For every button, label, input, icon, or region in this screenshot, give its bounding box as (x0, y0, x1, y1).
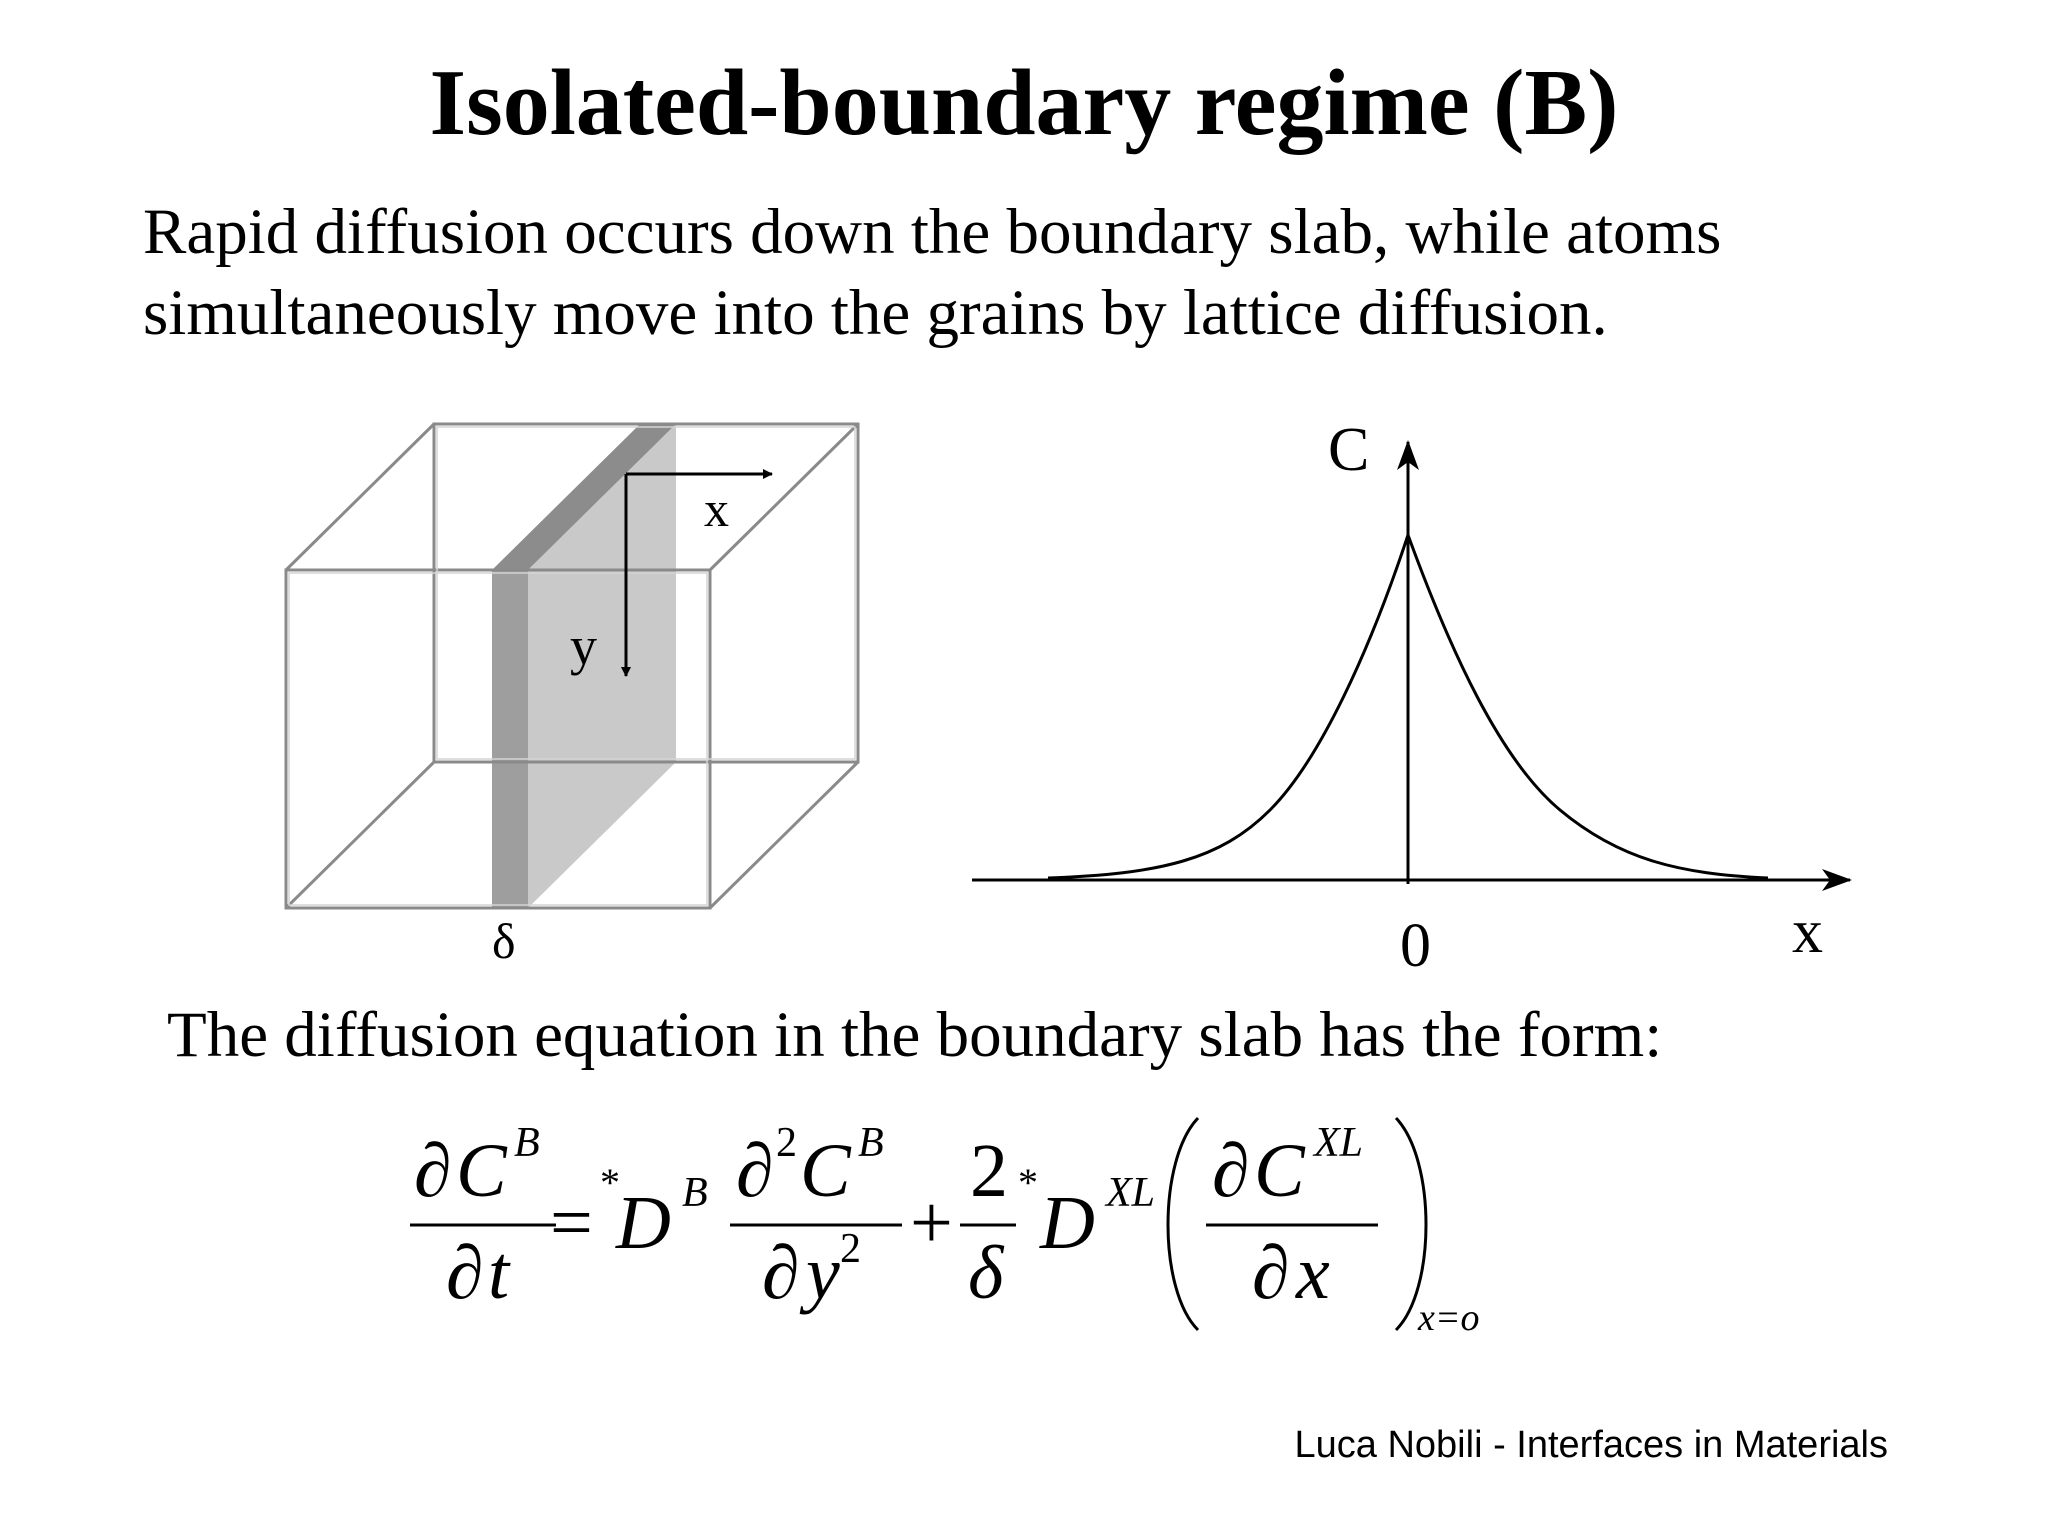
cube-diagram (286, 424, 858, 969)
profile-origin-label: 0 (1400, 912, 1431, 980)
profile-c-label: C (1328, 416, 1370, 484)
diffusion-equation (410, 1118, 1480, 1339)
eq-star-1: * (600, 1160, 620, 1205)
eq-sup-2-2: 2 (840, 1226, 861, 1272)
eq-partial-5: ∂ (1212, 1129, 1250, 1213)
eq-sup-B-1: B (514, 1120, 540, 1166)
eq-partial-4: ∂ (762, 1231, 800, 1315)
eq-C-3: C (1254, 1129, 1305, 1213)
eq-eval-subscript: x=o (1418, 1297, 1480, 1339)
eq-C-2: C (800, 1129, 851, 1213)
intro-line-2: simultaneously move into the grains by lattice diffusion. (143, 277, 1608, 349)
eq-partial-6: ∂ (1252, 1231, 1290, 1315)
eq-x: x (1296, 1231, 1330, 1315)
eq-partial-3: ∂ (736, 1129, 774, 1213)
eq-t: t (488, 1231, 510, 1315)
concentration-profile-plot (972, 416, 1850, 980)
eq-delta: δ (968, 1231, 1004, 1315)
eq-sup-XL-2: XL (1314, 1120, 1364, 1166)
eq-D-2: D (1040, 1181, 1095, 1265)
eq-partial-2: ∂ (446, 1231, 484, 1315)
eq-partial-1: ∂ (414, 1129, 452, 1213)
footer-credit: Luca Nobili - Interfaces in Materials (1294, 1424, 1888, 1466)
eq-two: 2 (970, 1129, 1008, 1213)
eq-sup-XL-1: XL (1106, 1170, 1156, 1216)
slab-front-face (492, 570, 528, 908)
profile-x-label: x (1792, 898, 1823, 966)
eq-left-paren (1168, 1118, 1198, 1330)
slide-title: Isolated-boundary regime (B) (429, 51, 1619, 155)
profile-curve-left (1048, 535, 1408, 878)
eq-star-2: * (1018, 1160, 1038, 1205)
eq-sup-B-3: B (858, 1120, 884, 1166)
eq-equals: = (550, 1181, 593, 1265)
cube-x-label: x (704, 481, 729, 537)
eq-C-1: C (456, 1129, 507, 1213)
eq-D-1: D (616, 1181, 671, 1265)
eq-plus: + (910, 1181, 953, 1265)
eq-sup-2-1: 2 (776, 1120, 797, 1166)
eq-sup-B-2: B (682, 1170, 708, 1216)
profile-curve-right (1408, 535, 1768, 878)
cube-delta-label: δ (492, 913, 516, 969)
equation-intro: The diffusion equation in the boundary slab has the form: (167, 999, 1663, 1071)
eq-y: y (806, 1231, 840, 1315)
cube-y-label: y (570, 616, 597, 676)
intro-line-1: Rapid diffusion occurs down the boundary slab, while atoms (143, 196, 1722, 268)
